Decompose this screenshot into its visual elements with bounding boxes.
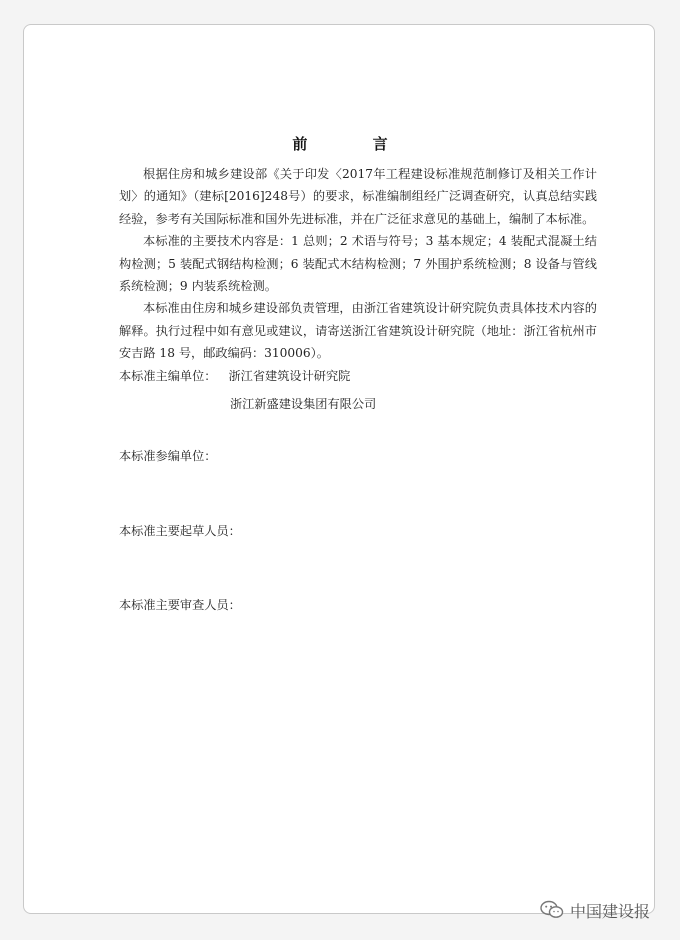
wechat-icon	[540, 900, 564, 920]
chief-units-row	[119, 365, 597, 387]
reviewers-label: 本标准主要审查人员：	[119, 598, 241, 613]
watermark-text: 中国建设报	[570, 901, 651, 921]
document-page	[23, 24, 655, 914]
chief-unit-1: 浙江省建筑设计研究院	[228, 368, 351, 383]
paragraph-management: 本标准由住房和城乡建设部负责管理，由浙江省建筑设计研究院负责具体技术内容的解释。执行过程中如有意见或建议，请寄送浙江省建筑设计研究院（地址：浙江省杭州市安吉路 18 号，邮政编码：310006）。	[119, 301, 597, 361]
page-title: 前 言	[292, 135, 418, 153]
drafters-label: 本标准主要起草人员：	[119, 523, 241, 538]
chief-unit-2: 浙江新盛建设集团有限公司	[230, 397, 377, 412]
participating-units-label: 本标准参编单位：	[119, 449, 217, 464]
chief-units-label: 本标准主编单位：	[119, 368, 217, 383]
paragraph-basis: 根据住房和城乡建设部《关于印发〈2017年工程建设标准规范制修订及相关工作计划〉的通知》（建标[2016]248号）的要求，标准编制组经广泛调查研究，认真总结实践经验，参考有关国际标准和国外先进标准，并在广泛征求意见的基础上，编制了本标准。	[119, 167, 597, 226]
paragraph-contents: 本标准的主要技术内容是：1 总则；2 术语与符号；3 基本规定；4 装配式混凝土结构检测；5 装配式钢结构检测；6 装配式木结构检测；7 外围护系统检测；8 设备与管线系统检测；9 内装系统检测。	[119, 234, 597, 294]
watermark	[540, 896, 650, 924]
document-body	[119, 163, 597, 617]
